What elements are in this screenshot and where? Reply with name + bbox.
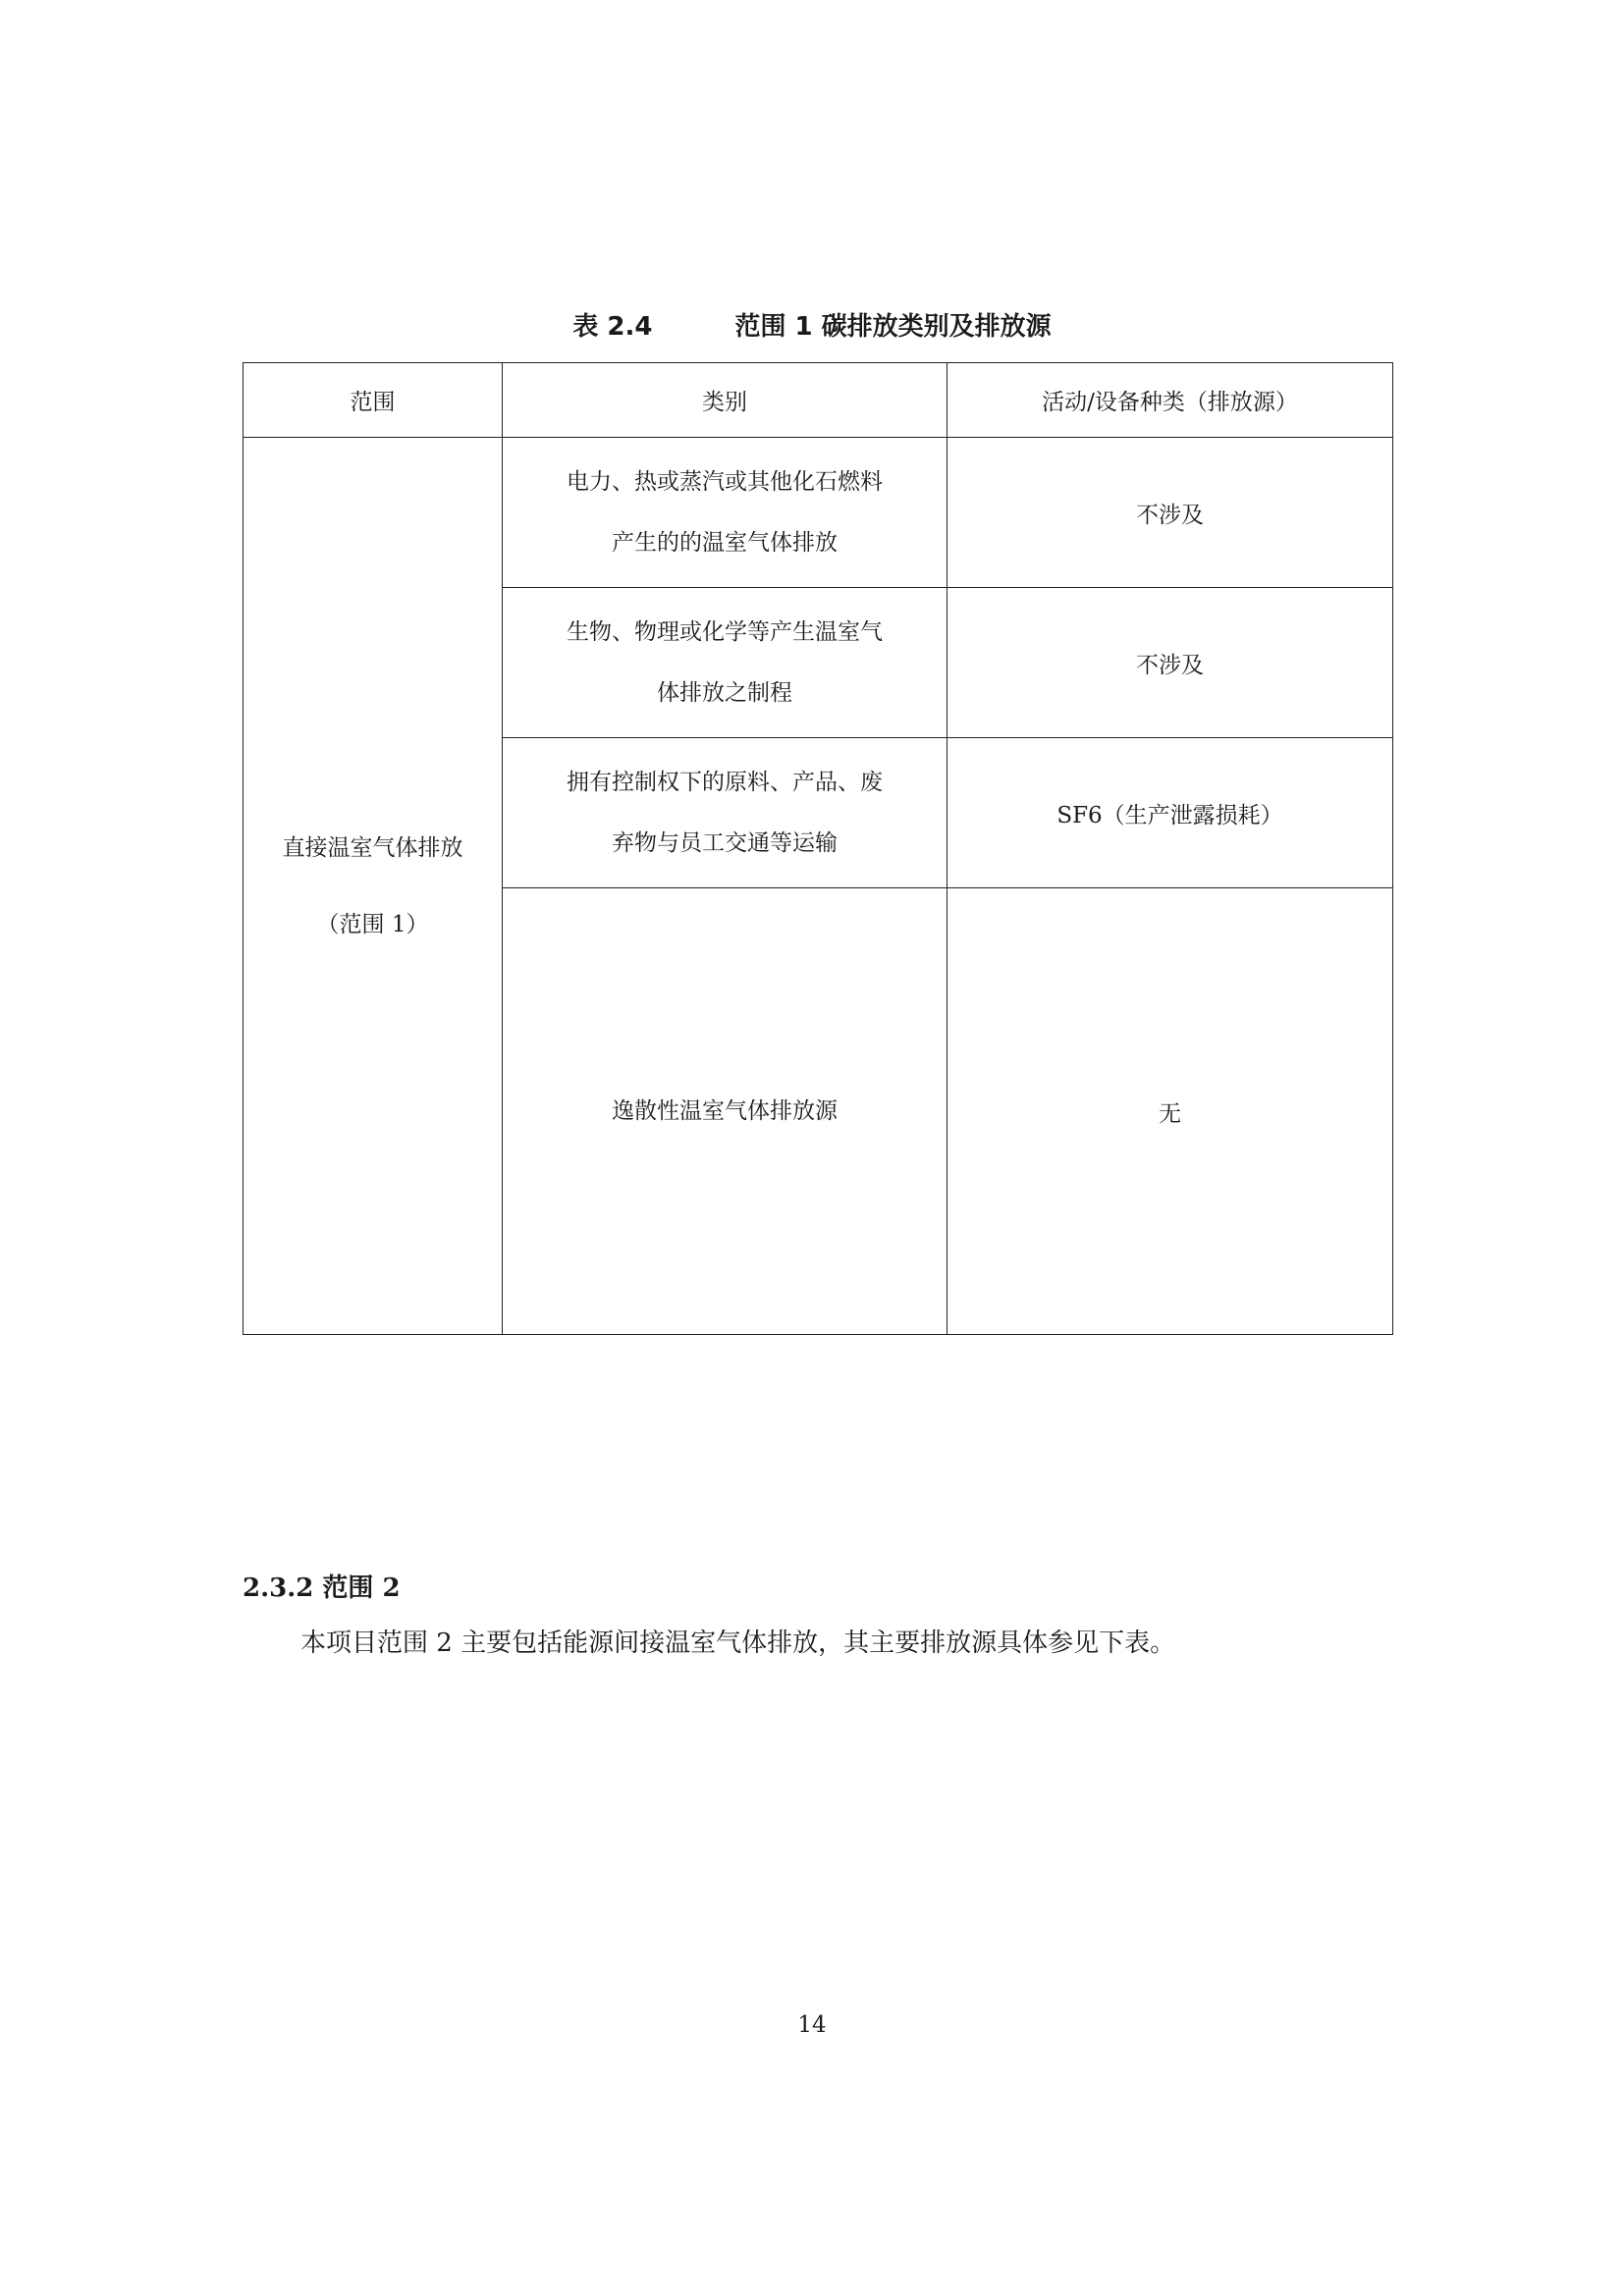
- header-scope: 范围: [244, 363, 503, 438]
- scope1-emissions-table: [243, 362, 1393, 1335]
- table-number: 表 2.4: [572, 312, 653, 342]
- category-line: 逸散性温室气体排放源: [612, 1098, 838, 1124]
- table-title: 范围 1 碳排放类别及排放源: [734, 312, 1052, 342]
- category-line: 体排放之制程: [657, 680, 792, 706]
- section-heading: 2.3.2 范围 2: [243, 1574, 401, 1603]
- body-paragraph: 本项目范围 2 主要包括能源间接温室气体排放，其主要排放源具体参见下表。: [300, 1629, 1176, 1658]
- category-cell: [503, 738, 947, 888]
- table-header-row: [244, 363, 1393, 438]
- table-row: [244, 438, 1393, 588]
- scope-cell: [244, 438, 503, 1335]
- category-cell: [503, 588, 947, 738]
- category-cell: [503, 888, 947, 1335]
- scope-line: （范围 1）: [316, 911, 429, 937]
- page-number: 14: [797, 2012, 827, 2038]
- category-line: 电力、热或蒸汽或其他化石燃料: [567, 469, 883, 495]
- table-caption: [0, 306, 1624, 343]
- header-source: 活动/设备种类（排放源）: [947, 363, 1393, 438]
- source-cell: 不涉及: [947, 588, 1393, 738]
- source-cell: 无: [947, 888, 1393, 1335]
- source-cell: 不涉及: [947, 438, 1393, 588]
- category-line: 拥有控制权下的原料、产品、废: [567, 770, 883, 795]
- category-line: 弃物与员工交通等运输: [612, 830, 838, 856]
- category-cell: [503, 438, 947, 588]
- header-category: 类别: [503, 363, 947, 438]
- category-line: 产生的的温室气体排放: [612, 530, 838, 556]
- category-line: 生物、物理或化学等产生温室气: [567, 619, 883, 645]
- source-cell: SF6（生产泄露损耗）: [947, 738, 1393, 888]
- scope-line: 直接温室气体排放: [282, 834, 463, 861]
